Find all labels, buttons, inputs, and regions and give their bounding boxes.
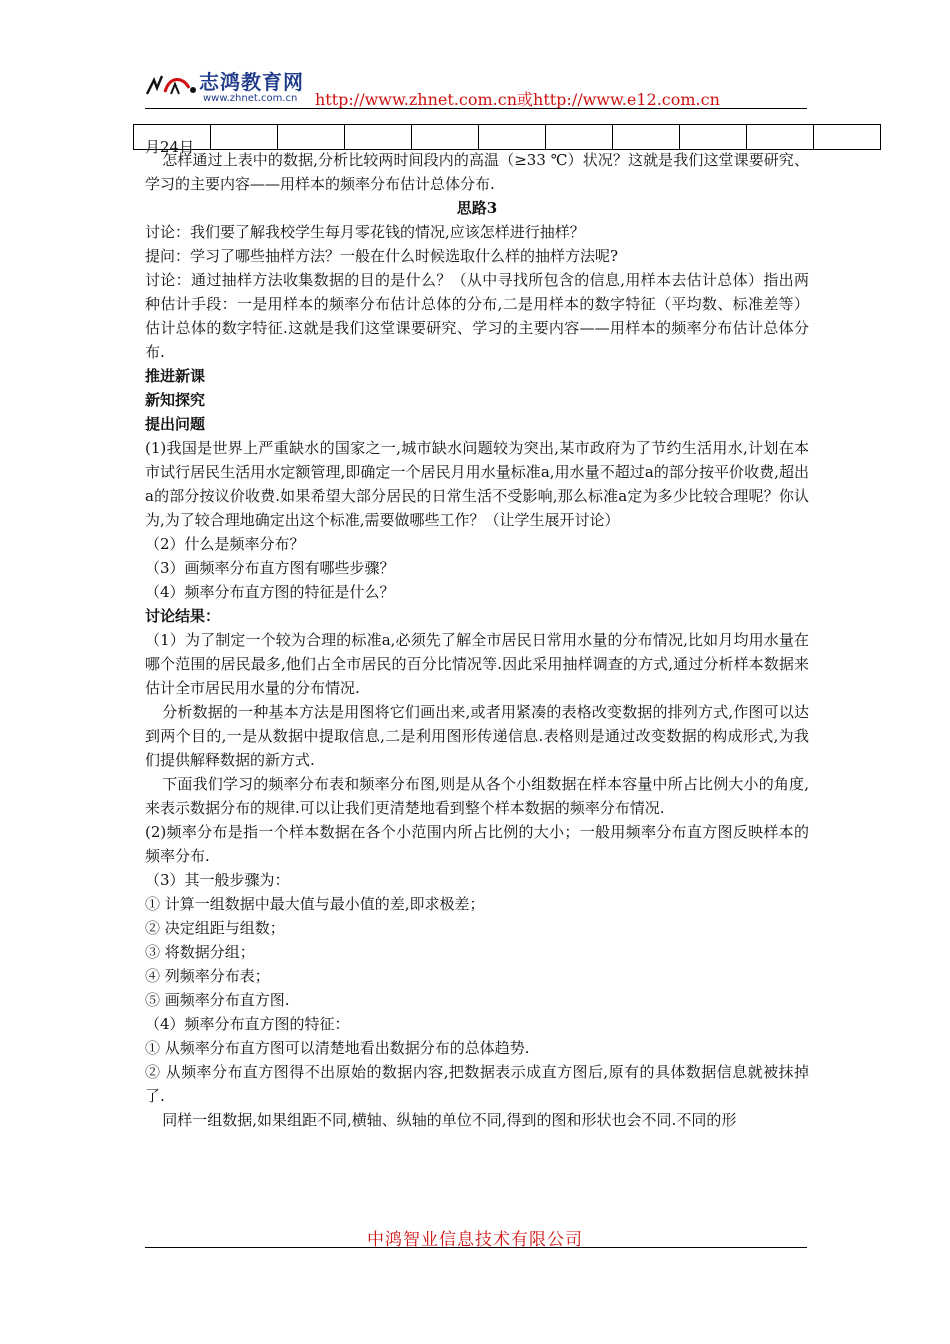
paragraph: ② 决定组距与组数；	[145, 919, 285, 937]
paragraph: （4）频率分布直方图的特征是什么？	[145, 583, 395, 601]
table-fragment	[133, 124, 881, 150]
paragraph: ① 从频率分布直方图可以清楚地看出数据分布的总体趋势.	[145, 1039, 530, 1057]
paragraph: 下面我们学习的频率分布表和频率分布图,则是从各个小组数据在样本容量中所占比例大小的角度,来表示数据分布的规律.可以让我们更清楚地看到整个样本数据的频率分布情况.	[145, 775, 809, 817]
paragraph: 提问：学习了哪些抽样方法？一般在什么时候选取什么样的抽样方法呢?	[145, 247, 619, 265]
section-heading: 推进新课	[145, 367, 206, 385]
table-cell	[747, 125, 814, 150]
table-cell	[345, 125, 412, 150]
table-cell	[546, 125, 613, 150]
paragraph: (2)频率分布是指一个样本数据在各个小范围内所占比例的大小；一般用频率分布直方图反映样本的频率分布.	[145, 823, 809, 865]
footer-rule	[145, 1247, 807, 1248]
e12-link[interactable]: http://www.e12.com.cn	[533, 90, 720, 109]
section-heading: 讨论结果：	[145, 607, 221, 625]
header-links	[315, 87, 720, 110]
paragraph: (1)我国是世界上严重缺水的国家之一,城市缺水问题较为突出,某市政府为了节约生活用水,计划在本市试行居民生活用水定额管理,即确定一个居民月用水量标准a,用水量不超过a的部分按平价收费,超出a的部分按议价收费.如果希望大部分居民的日常生活不受影响,那么标准a定为多少比较合理呢？你认为,为了较合理地确定出这个标准,需要做哪些工作？（让学生展开讨论）	[145, 439, 809, 529]
paragraph: 讨论：我们要了解我校学生每月零花钱的情况,应该怎样进行抽样？	[145, 223, 585, 241]
table-row	[134, 125, 881, 150]
paragraph: 讨论：通过抽样方法收集数据的目的是什么？（从中寻找所包含的信息,用样本去估计总体）指出两种估计手段：一是用样本的频率分布估计总体的分布,二是用样本的数字特征（平均数、标准差等）估计总体的数字特征.这就是我们这堂课要研究、学习的主要内容——用样本的频率分布估计总体分布.	[145, 271, 809, 361]
table-cell	[613, 125, 680, 150]
logo-name: 志鸿教育网	[199, 70, 304, 94]
paragraph: 同样一组数据,如果组距不同,横轴、纵轴的单位不同,得到的图和形状也会不同.不同的形	[162, 1111, 737, 1129]
paragraph: ④ 列频率分布表；	[145, 967, 270, 985]
paragraph: ② 从频率分布直方图得不出原始的数据内容,把数据表示成直方图后,原有的具体数据信息就被抹掉了.	[145, 1063, 809, 1105]
footer-company: 中鸿智业信息技术有限公司	[367, 1230, 583, 1250]
page-header	[145, 62, 807, 108]
table-cell	[814, 125, 881, 150]
paragraph: （4）频率分布直方图的特征：	[145, 1015, 350, 1033]
zhnet-link[interactable]: http://www.zhnet.com.cn	[315, 90, 517, 109]
site-logo[interactable]	[145, 66, 315, 108]
paragraph: （3）画频率分布直方图有哪些步骤？	[145, 559, 395, 577]
paragraph: ③ 将数据分组；	[145, 943, 255, 961]
paragraph: （2）什么是频率分布？	[145, 535, 305, 553]
paragraph: （3）其一般步骤为：	[145, 871, 290, 889]
logo-url: www.zhnet.com.cn	[203, 93, 298, 104]
paragraph: 怎样通过上表中的数据,分析比较两时间段内的高温（≥33 ℃）状况？这就是我们这堂课要研究、学习的主要内容——用样本的频率分布估计总体分布.	[145, 151, 809, 193]
logo-mark-icon	[145, 72, 201, 98]
paragraph: ⑤ 画频率分布直方图.	[145, 991, 290, 1009]
table-cell	[278, 125, 345, 150]
or-separator: 或	[517, 90, 534, 109]
table-fragment-label: 月24日	[145, 138, 195, 156]
document-body	[145, 148, 809, 1132]
table-cell	[479, 125, 546, 150]
paragraph: （1）为了制定一个较为合理的标准a,必须先了解全市居民日常用水量的分布情况,比如月均用水量在哪个范围的居民最多,他们占全市居民的百分比情况等.因此采用抽样调查的方式,通过分析样本数据来估计全市居民用水量的分布情况.	[145, 631, 809, 697]
table-cell	[680, 125, 747, 150]
table-cell	[211, 125, 278, 150]
paragraph: ① 计算一组数据中最大值与最小值的差,即求极差；	[145, 895, 485, 913]
section-heading: 思路3	[456, 199, 498, 217]
section-heading: 新知探究	[145, 391, 206, 409]
header-rule	[145, 108, 807, 109]
section-heading: 提出问题	[145, 415, 206, 433]
paragraph: 分析数据的一种基本方法是用图将它们画出来,或者用紧凑的表格改变数据的排列方式,作图可以达到两个目的,一是从数据中提取信息,二是利用图形传递信息.表格则是通过改变数据的构成形式,为我们提供解释数据的新方式.	[145, 703, 809, 769]
table-cell	[412, 125, 479, 150]
